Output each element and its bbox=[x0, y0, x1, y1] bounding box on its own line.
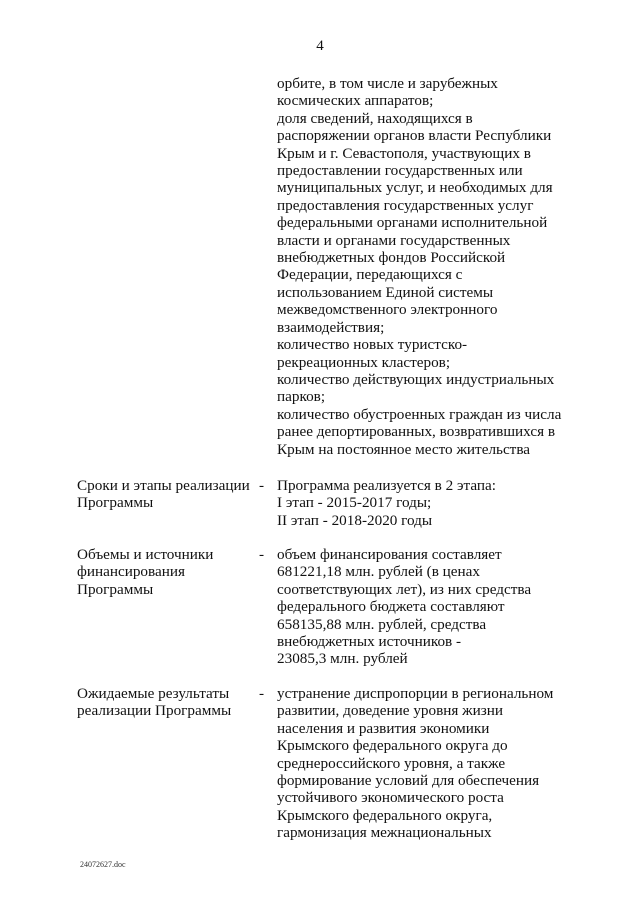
value-line: населения и развития экономики bbox=[277, 719, 490, 737]
text-line: космических аппаратов; bbox=[277, 92, 434, 110]
value-line: устойчивого экономического роста bbox=[277, 789, 504, 807]
text-line: власти и органами государственных bbox=[277, 231, 511, 249]
value-line: устранение диспропорции в региональном bbox=[277, 685, 554, 702]
value-line: среднероссийского уровня, а также bbox=[277, 754, 506, 772]
row-label bbox=[77, 546, 257, 598]
text-line: предоставления государственных услуг bbox=[277, 196, 534, 214]
value-line: формирование условий для обеспечения bbox=[277, 772, 540, 790]
text-line: взаимодействия; bbox=[277, 318, 385, 336]
value-line: объем финансирования составляет bbox=[277, 546, 502, 563]
text-line: рекреационных кластеров; bbox=[277, 353, 451, 371]
value-line: федерального бюджета составляют bbox=[277, 598, 505, 616]
row-dash: - bbox=[259, 477, 265, 494]
row-dash: - bbox=[259, 685, 265, 702]
value-line: 681221,18 млн. рублей (в ценах bbox=[277, 563, 480, 581]
passport-continuation-text bbox=[277, 75, 607, 458]
file-footer: 24072627.doc bbox=[80, 860, 126, 869]
text-line: парков; bbox=[277, 388, 326, 406]
text-line: внебюджетных фондов Российской bbox=[277, 249, 506, 267]
value-line: соответствующих лет), из них средства bbox=[277, 580, 532, 598]
text-line: доля сведений, находящихся в bbox=[277, 109, 473, 127]
row-value bbox=[277, 477, 607, 529]
label-line: Сроки и этапы реализации bbox=[77, 477, 250, 494]
text-line: ранее депортированных, возвратившихся в bbox=[277, 423, 556, 441]
value-line: II этап - 2018-2020 годы bbox=[277, 511, 433, 529]
label-line: Ожидаемые результаты bbox=[77, 685, 230, 702]
value-line: 658135,88 млн. рублей, средства bbox=[277, 615, 487, 633]
value-line: развитии, доведение уровня жизни bbox=[277, 702, 504, 720]
text-line: распоряжении органов власти Республики bbox=[277, 127, 552, 145]
text-line: орбите, в том числе и зарубежных bbox=[277, 75, 498, 92]
text-line: муниципальных услуг, и необходимых для bbox=[277, 179, 553, 197]
text-line: количество действующих индустриальных bbox=[277, 370, 555, 388]
text-line: Крым и г. Севастополя, участвующих в bbox=[277, 144, 531, 162]
text-line: Федерации, передающихся с bbox=[277, 266, 463, 284]
page-number: 4 bbox=[316, 38, 324, 54]
label-line: реализации Программы bbox=[77, 702, 232, 720]
row-value bbox=[277, 546, 607, 668]
label-line: Программы bbox=[77, 494, 154, 512]
label-line: Программы bbox=[77, 580, 154, 598]
value-line: гармонизация межнациональных bbox=[277, 824, 492, 842]
label-line: финансирования bbox=[77, 563, 185, 581]
text-line: использованием Единой системы bbox=[277, 283, 494, 301]
value-line: Крымского федерального округа до bbox=[277, 737, 508, 755]
text-line: федеральными органами исполнительной bbox=[277, 214, 548, 232]
value-line: 23085,3 млн. рублей bbox=[277, 650, 408, 668]
row-label bbox=[77, 477, 257, 512]
text-line: межведомственного электронного bbox=[277, 301, 498, 319]
value-line: Программа реализуется в 2 этапа: bbox=[277, 477, 496, 494]
text-line: Крым на постоянное место жительства bbox=[277, 440, 531, 458]
text-line: количество обустроенных граждан из числа bbox=[277, 405, 562, 423]
row-label bbox=[77, 685, 257, 720]
value-line: внебюджетных источников - bbox=[277, 633, 462, 651]
text-line: количество новых туристско- bbox=[277, 336, 468, 354]
value-line: I этап - 2015-2017 годы; bbox=[277, 494, 432, 512]
row-value bbox=[277, 685, 607, 842]
label-line: Объемы и источники bbox=[77, 546, 214, 563]
value-line: Крымского федерального округа, bbox=[277, 806, 493, 824]
row-dash: - bbox=[259, 546, 265, 563]
text-line: предоставлении государственных или bbox=[277, 162, 523, 180]
